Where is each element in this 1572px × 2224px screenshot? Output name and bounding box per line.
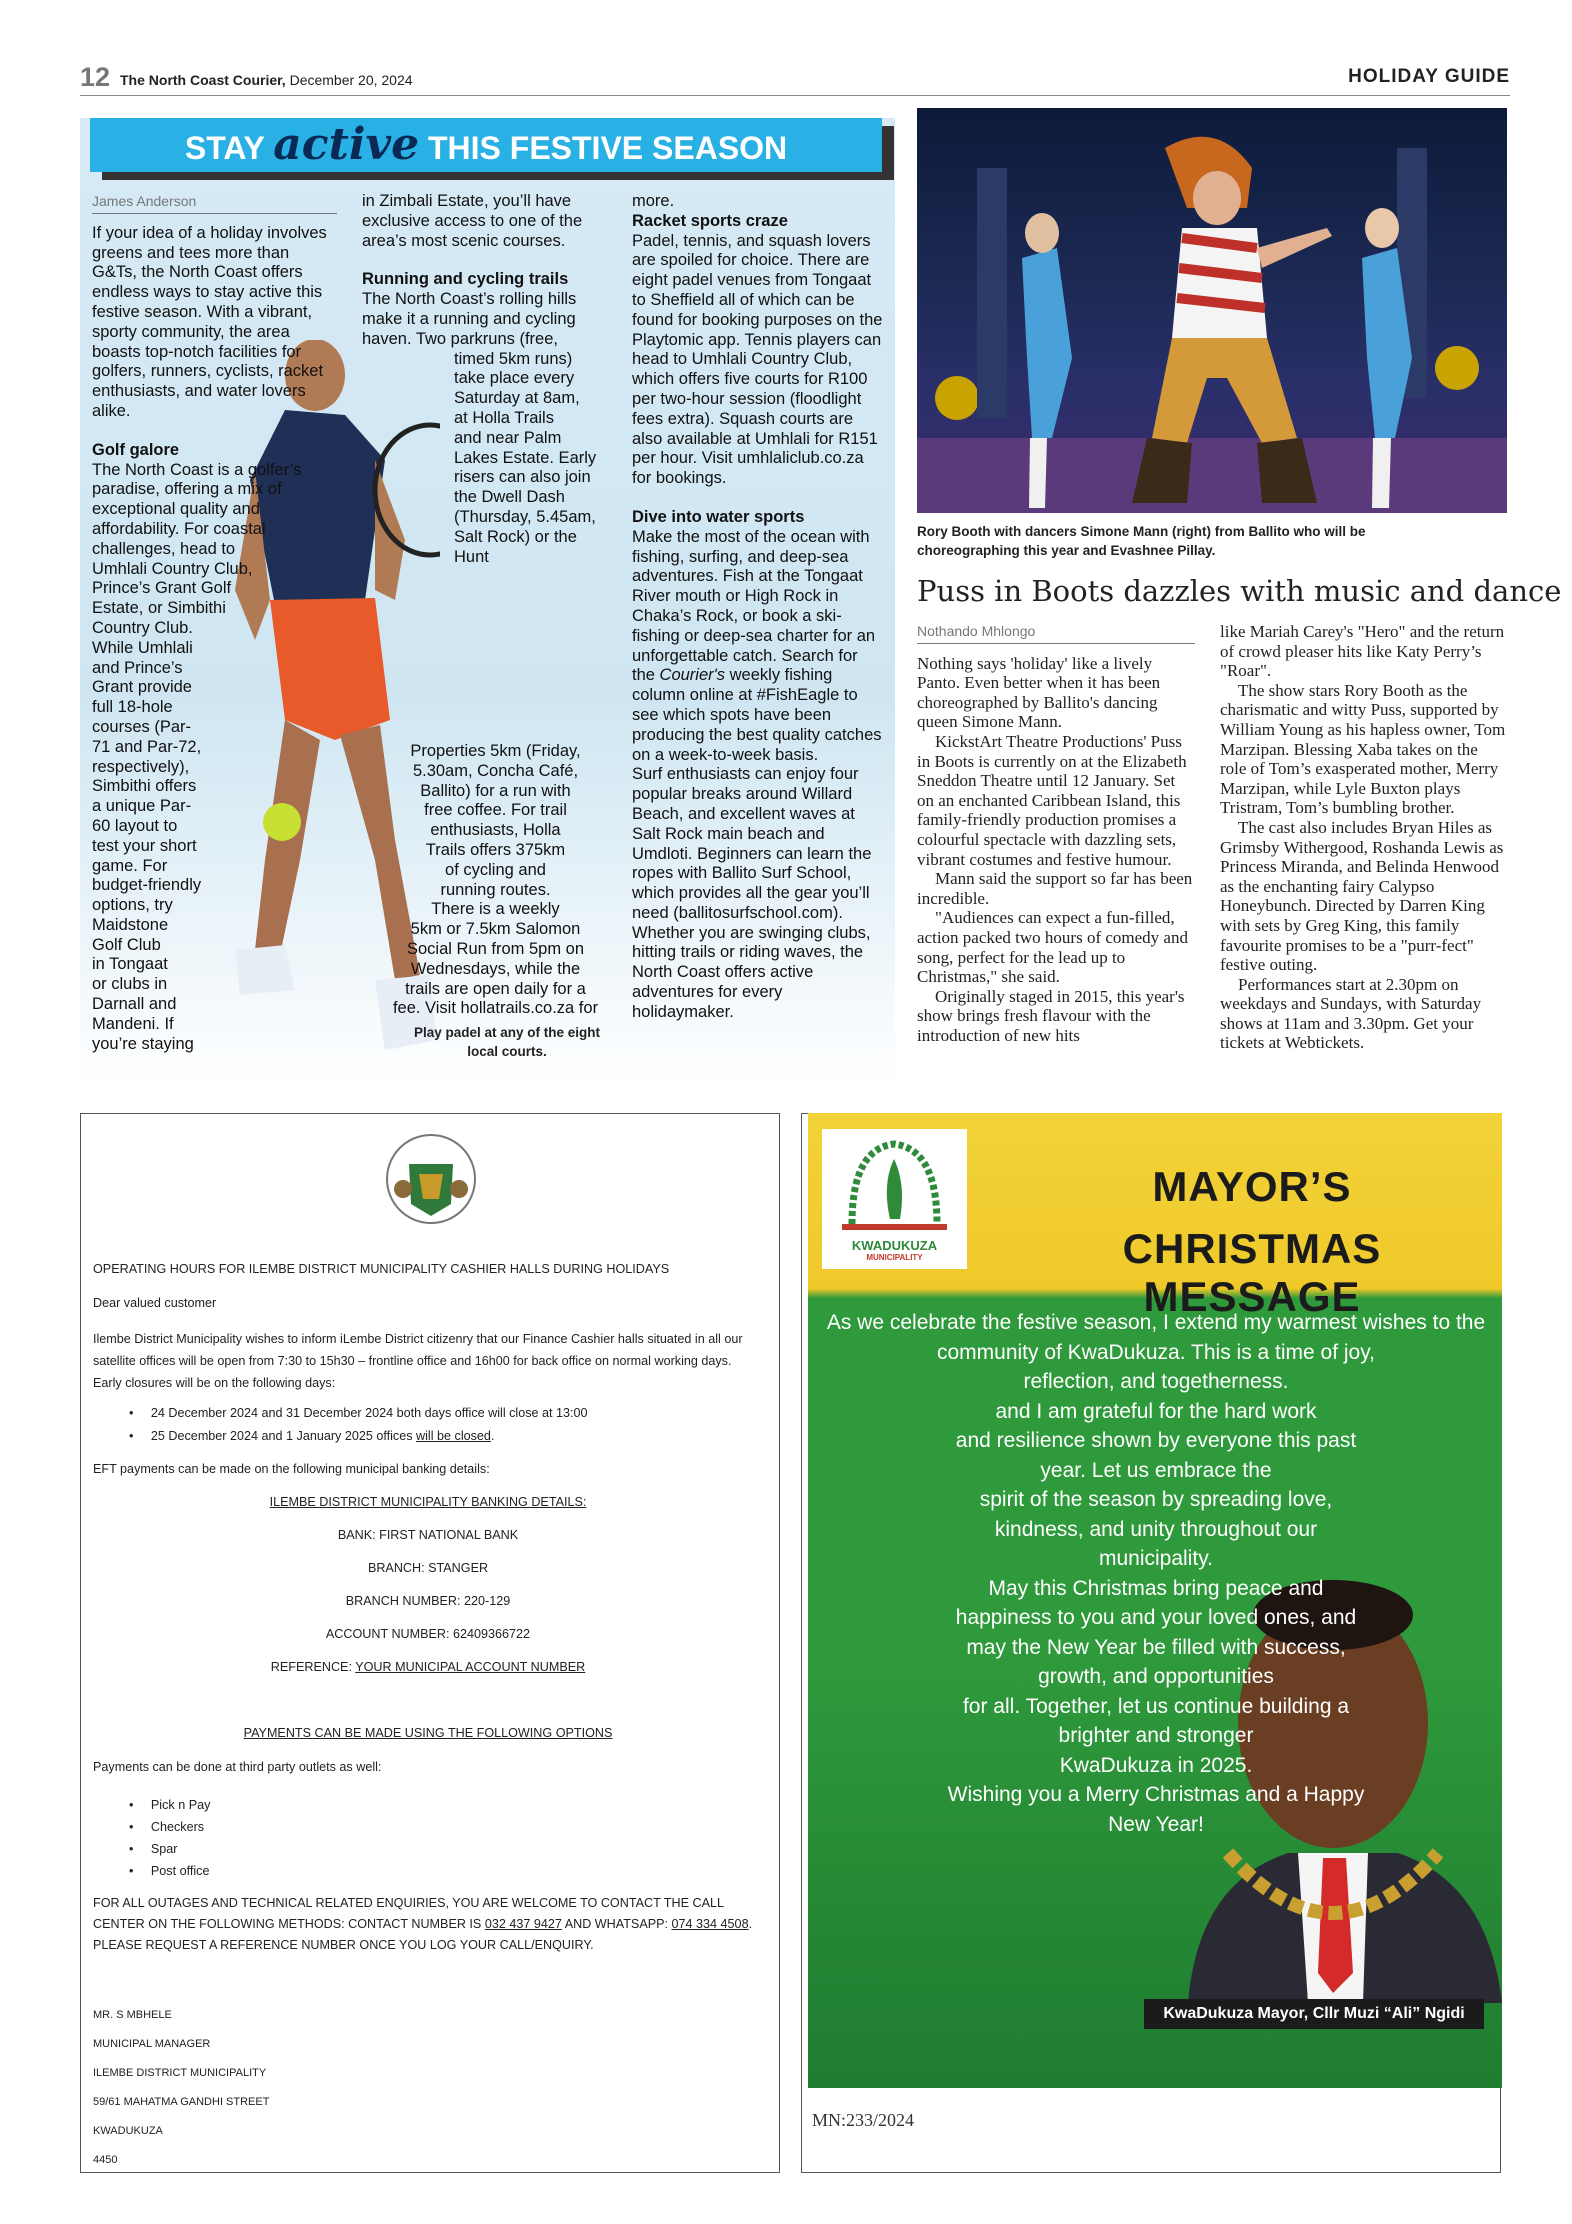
golf-text-line: you’re staying [92, 1034, 194, 1053]
running-text-continued-line: Properties 5km (Friday, [410, 742, 581, 760]
golf-text-line: exceptional quality and [92, 500, 260, 519]
article2-p6: like Mariah Carey's "Hero" and the return of crowd pleaser hits like Katy Perry’s "Roar". [1220, 622, 1505, 681]
logo-text: KWADUKUZA [851, 1238, 938, 1253]
banner-word-active: active [273, 119, 420, 170]
water-text [632, 528, 884, 766]
contact-phone: 032 437 9427 [484, 1917, 562, 1931]
mayor-message-line: may the New Year be filled with success, [966, 1635, 1346, 1659]
article1-column-3 [632, 192, 884, 1023]
notice-greeting: Dear valued customer [93, 1296, 217, 1310]
bullet-1-text: 24 December 2024 and 31 December 2024 both days office will close at 13:00 [150, 1406, 588, 1420]
contact-text-c: . PLEASE REQUEST A REFERENCE NUMBER ONCE YOU LOG YOUR CALL/ENQUIRY. [93, 1917, 753, 1952]
logo-subtext: MUNICIPALITY [866, 1253, 923, 1262]
golf-text-line: a unique Par- [92, 797, 192, 816]
notice-eft: EFT payments can be made on the following municipal banking details: [93, 1462, 490, 1476]
golf-text-line: and Prince’s [92, 658, 183, 677]
contact-text-a: FOR ALL OUTAGES AND TECHNICAL RELATED ENQUIRIES, YOU ARE WELCOME TO CONTACT THE CALL CENTER ON THE FOLLOWING METHODS: CONTACT NUMBER IS [93, 1896, 724, 1931]
running-text-line: timed 5km runs) [454, 349, 573, 368]
publication-title: The North Coast Courier, [120, 72, 286, 88]
mayor-message-line: Wishing you a Merry Christmas and a Happy [947, 1783, 1365, 1806]
bank-heading: ILEMBE DISTRICT MUNICIPALITY BANKING DETAILS: [269, 1495, 587, 1509]
article2-byline: Nothando Mhlongo [917, 622, 1195, 644]
ilembe-crest-icon [381, 1124, 481, 1234]
mayor-message-line: happiness to you and your loved ones, and [955, 1606, 1357, 1629]
running-text: The North Coast’s rolling hills make it a running and cycling haven. Two parkruns (free, [362, 290, 577, 348]
mayor-message-line: May this Christmas bring peace and [988, 1576, 1324, 1600]
running-text-line: risers can also join [454, 468, 591, 487]
article2-p5: Originally staged in 2015, this year's show brings fresh flavour with the introduction of new hits [917, 986, 1185, 1045]
mayor-message-line: KwaDukuza in 2025. [1059, 1753, 1253, 1777]
racket-heading: Racket sports craze [632, 211, 788, 230]
signature-line: 4450 [93, 2154, 118, 2166]
payments-intro: Payments can be done at third party outlets as well: [93, 1760, 382, 1774]
outlet-item: • Pick n Pay [129, 1798, 211, 1812]
golf-text-line: paradise, offering a mix of [92, 480, 282, 499]
article2-p7: The show stars Rory Booth as the charismatic and witty Puss, supported by William Young as his hapless owner, Tom Marzipan. Blessing Xaba takes on the role of Tom’s exasperated mother, Merry Marzipan, while Lyle Buxton plays Tristram, Tom’s bumbling brother. [1220, 680, 1506, 818]
golf-text-line: Golf Club [92, 935, 161, 954]
running-text-continued-line: trails are open daily for a [405, 979, 586, 998]
running-text-continued-line: Wednesdays, while the [410, 959, 581, 978]
article1-column-1 [92, 192, 337, 1054]
bullet-2-end: . [490, 1429, 495, 1443]
contact-info [93, 1893, 763, 1956]
puss-in-boots-photo [917, 108, 1507, 513]
contact-whatsapp: 074 334 4508 [671, 1917, 749, 1931]
mayor-message-line: growth, and opportunities [1038, 1665, 1274, 1688]
mayor-message-line: municipality. [1099, 1547, 1213, 1570]
reference [93, 1660, 763, 1674]
water-text-b: weekly fishing column online at #FishEagle to see which spots have been producing the best quality catches on a week-to-week basis. [632, 666, 882, 764]
outlet-item: • Post office [129, 1864, 210, 1878]
signature-line: ILEMBE DISTRICT MUNICIPALITY [93, 2067, 267, 2079]
puss-photo-caption: Rory Booth with dancers Simone Mann (right) from Ballito who will be choreographing this year and Evashnee Pillay. [917, 524, 1366, 558]
golf-text-line: 60 layout to [92, 816, 178, 835]
mayor-title-1: MAYOR’S [1152, 1163, 1352, 1210]
notice-bullet-2: • 25 December 2024 and 1 January 2025 offices will be closed. [129, 1429, 495, 1443]
golf-text-line: Maidstone [92, 915, 169, 934]
golf-text [92, 461, 337, 1055]
running-text-continued-line: running routes. [440, 880, 551, 899]
golf-text-line: 71 and Par-72, [92, 737, 202, 756]
running-text-continued-line: Ballito) for a run with [420, 781, 571, 800]
signature-line: MR. S MBHELE [93, 2009, 172, 2021]
reference-label: REFERENCE: [270, 1660, 356, 1674]
running-text-continued-line: enthusiasts, Holla [430, 821, 561, 840]
mayor-message-line: New Year! [1108, 1812, 1204, 1836]
page-header [80, 62, 1510, 96]
golf-text-line: challenges, head to [92, 539, 236, 558]
bullet-2-text: 25 December 2024 and 1 January 2025 offices [150, 1429, 417, 1443]
mayor-message-line: spirit of the season by spreading love, [979, 1488, 1333, 1511]
golf-text-line: test your short [92, 836, 197, 855]
mayor-title-2: CHRISTMAS MESSAGE [1122, 1225, 1382, 1320]
mayor-message-line: reflection, and togetherness. [1023, 1370, 1289, 1393]
water-text-a: Make the most of the ocean with fishing, surfing, and deep-sea adventures. Fish at the Tongaat River mouth or High Rock in Chaka’s Rock, or book a ski-fishing or deep-sea charter for an unforgettable catch. Search for the [632, 527, 876, 685]
mayor-message-line: community of KwaDukuza. This is a time of joy, [936, 1340, 1376, 1364]
running-heading: Running and cycling trails [362, 270, 569, 289]
golf-heading: Golf galore [92, 440, 180, 459]
running-text-wrapped [362, 350, 602, 568]
golf-text-line: or clubs in [92, 975, 168, 994]
mayor-message-line: and resilience shown by everyone this past [955, 1429, 1357, 1452]
more-text: more. [632, 192, 675, 210]
ilembe-notice [80, 1113, 780, 2173]
golf-text-line: budget-friendly [92, 876, 202, 895]
bank-name: BANK: FIRST NATIONAL BANK [337, 1528, 519, 1542]
article2-column-1 [917, 622, 1195, 1045]
golf-text-line: Prince’s Grant Golf [92, 579, 232, 598]
notice-bullet-1: • 24 December 2024 and 31 December 2024 both days office will close at 13:00 [129, 1406, 588, 1420]
golf-text-line: Mandeni. If [92, 1014, 174, 1033]
golf-text-line: Country Club. [92, 618, 193, 637]
running-text-line: Salt Rock) or the [454, 527, 577, 546]
article1-byline: James Anderson [92, 192, 337, 214]
mayor-message-line: brighter and stronger [1058, 1724, 1254, 1747]
article1-column-2 [362, 192, 602, 567]
mayor-caption: KwaDukuza Mayor, Cllr Muzi “Ali” Ngidi [1144, 1999, 1484, 2029]
water-text-courier: Courier's [659, 666, 726, 685]
mayor-message-line: As we celebrate the festive season, I extend my warmest wishes to the [826, 1311, 1486, 1334]
signature-line: KWADUKUZA [93, 2125, 163, 2137]
golf-text-line: affordability. For coastal [92, 519, 266, 538]
running-text-continued-line: Social Run from 5pm on [407, 939, 584, 958]
running-text-line: and near Palm [454, 428, 562, 447]
golf-text-line: Grant provide [92, 678, 192, 697]
golf-text-line: Umhlali Country Club, [92, 559, 253, 578]
article2-p4: "Audiences can expect a fun-filled, action packed two hours of comedy and song, perfect for the lead up to Christmas," she said. [917, 908, 1188, 987]
contact-text-b: AND WHATSAPP: [561, 1917, 672, 1931]
mayor-message-line: for all. Together, let us continue building a [962, 1694, 1350, 1718]
running-text-line: Lakes Estate. Early [454, 448, 597, 467]
surf-text: Surf enthusiasts can enjoy four popular breaks around Willard Beach, and excellent waves at Salt Rock main beach and Umdloti. Beginners can learn the ropes with Ballito Surf School, which provides all the gear you’ll need (ballitosurfschool.com). Whether you are swinging clubs, hitting trails or riding waves, the North Coast offers active adventures for every holidaymaker. [632, 765, 872, 1021]
account-number: ACCOUNT NUMBER: 62409366722 [325, 1627, 531, 1641]
running-text-continued-line: free coffee. For trail [424, 801, 567, 820]
banner-words-festive: THIS FESTIVE SEASON [427, 130, 788, 166]
golf-text-line: respectively), [92, 757, 190, 776]
golf-text-line: Estate, or Simbithi [92, 599, 226, 618]
article-banner [90, 118, 882, 172]
signature-line: 59/61 MAHATMA GANDHI STREET [93, 2096, 270, 2108]
zimbali-text: in Zimbali Estate, you’ll have exclusive access to one of the area’s most scenic courses. [362, 192, 583, 250]
running-text-line: the Dwell Dash [454, 488, 565, 507]
kwadukuza-logo-icon [822, 1129, 967, 1239]
page-number: 12 [80, 62, 111, 92]
running-text-continued [378, 742, 613, 1019]
running-text-continued-line: fee. Visit hollatrails.co.za for [392, 999, 599, 1018]
mayor-message-line: year. Let us embrace the [1040, 1458, 1272, 1482]
bullet-2-closed: will be closed [416, 1429, 491, 1443]
running-text-continued-line: of cycling and [445, 860, 546, 879]
golf-text-line: Darnall and [92, 995, 177, 1014]
golf-text-line: The North Coast is a golfer’s [92, 460, 302, 479]
mayor-ad-reference: MN:233/2024 [812, 2110, 915, 2130]
kwadukuza-logo [822, 1129, 967, 1269]
payments-heading: PAYMENTS CAN BE MADE USING THE FOLLOWING OPTIONS [243, 1726, 613, 1740]
article2-p2: KickstArt Theatre Productions' Puss in Boots is currently on at the Elizabeth Sneddon Theatre until 12 January. Set on an enchanted Caribbean Island, this family-friendly production promises a colourful spectacle with dazzling sets, vibrant costumes and festive humour. [917, 731, 1187, 869]
puss-headline: Puss in Boots dazzles with music and dance [917, 574, 1562, 608]
stage-illustration [917, 108, 1507, 513]
outlet-list [129, 1794, 210, 1882]
publication-name [120, 72, 413, 88]
golf-text-line: options, try [92, 896, 173, 915]
running-text-continued-line: Trails offers 375km [425, 840, 566, 859]
signature-block [93, 2001, 269, 2175]
golf-text-line: courses (Par- [92, 717, 192, 736]
reference-value: YOUR MUNICIPAL ACCOUNT NUMBER [355, 1660, 586, 1674]
golf-text-line: game. For [92, 856, 168, 875]
running-text-continued-line: 5.30am, Concha Café, [412, 761, 579, 780]
golf-text-line: in Tongaat [92, 955, 168, 974]
section-title: HOLIDAY GUIDE [1348, 66, 1510, 87]
running-text-line: (Thursday, 5.45am, [454, 507, 596, 526]
article2-p9: Performances start at 2.30pm on weekdays and Sundays, with Saturday shows at 11am and 3.30pm. Get your tickets at Webtickets. [1220, 974, 1482, 1053]
running-text-line: take place every [454, 369, 575, 388]
running-text-line: at Holla Trails [454, 408, 554, 427]
signature-line: MUNICIPAL MANAGER [93, 2038, 211, 2050]
outlet-item: • Spar [129, 1842, 178, 1856]
padel-photo-caption: Play padel at any of the eight local courts. [413, 1025, 601, 1059]
article2-p3: Mann said the support so far has been incredible. [917, 869, 1193, 908]
bank-branch: BRANCH: STANGER [367, 1561, 489, 1575]
article1-intro: If your idea of a holiday involves greens and tees more than G&Ts, the North Coast offers endless ways to stay active this festive season. With a vibrant, sporty community, the area boasts top-notch facilities for golfers, runners, cyclists, racket enthusiasts, and water lovers alike. [92, 223, 327, 420]
mayor-message-ad [808, 1113, 1502, 2088]
article2-p1: Nothing says 'holiday' like a lively Panto. Even better when it has been choreographed by Ballito's dancing queen Simone Mann. [917, 653, 1161, 732]
banner-word-stay: STAY [184, 130, 265, 166]
article2-p8: The cast also includes Bryan Hiles as Grimsby Withergood, Roshanda Lewis as Princess Miranda, and Belinda Henwood as the enchanting fairy Calypso Honeybunch. Directed by Darren King with sets by Greg King, this family favourite promises to be a "purr-fect" festive outing. [1220, 817, 1504, 975]
mayor-message-line: kindness, and unity throughout our [994, 1517, 1318, 1541]
golf-text-line: full 18-hole [92, 698, 173, 717]
publication-date: December 20, 2024 [289, 72, 413, 88]
water-heading: Dive into water sports [632, 507, 805, 526]
mayor-message [816, 1308, 1496, 1839]
running-text-line: Saturday at 8am, [454, 389, 580, 408]
notice-title: OPERATING HOURS FOR ILEMBE DISTRICT MUNICIPALITY CASHIER HALLS DURING HOLIDAYS [93, 1262, 670, 1276]
outlet-item: • Checkers [129, 1820, 205, 1834]
mayor-message-line: and I am grateful for the hard work [995, 1399, 1317, 1423]
notice-intro: Ilembe District Municipality wishes to inform iLembe District citizenry that our Finance Cashier halls situated in all our satellite offices will be open from 7:30 to 15h30 – frontline office and 16h00 for back office on normal working days. Early closures will be on the following days: [93, 1332, 743, 1390]
article2-column-2 [1220, 622, 1507, 1053]
golf-text-line: While Umhlali [92, 638, 193, 657]
branch-number: BRANCH NUMBER: 220-129 [345, 1594, 511, 1608]
racket-text: Padel, tennis, and squash lovers are spoiled for choice. There are eight padel venues from Tongaat to Sheffield all of which can be found for booking purposes on the Playtomic app. Tennis players can head to Umhlali Country Club, which offers five courts for R100 per two-hour session (floodlight fees extra). Squash courts are also available at Umhlali for R151 per hour. Visit umhlaliclub.co.za for bookings. [632, 231, 883, 488]
running-text-line: Hunt [454, 547, 489, 566]
running-text-continued-line: There is a weekly [431, 900, 560, 919]
golf-text-line: Simbithi offers [92, 777, 197, 796]
running-text-continued-line: 5km or 7.5km Salomon [410, 920, 581, 939]
